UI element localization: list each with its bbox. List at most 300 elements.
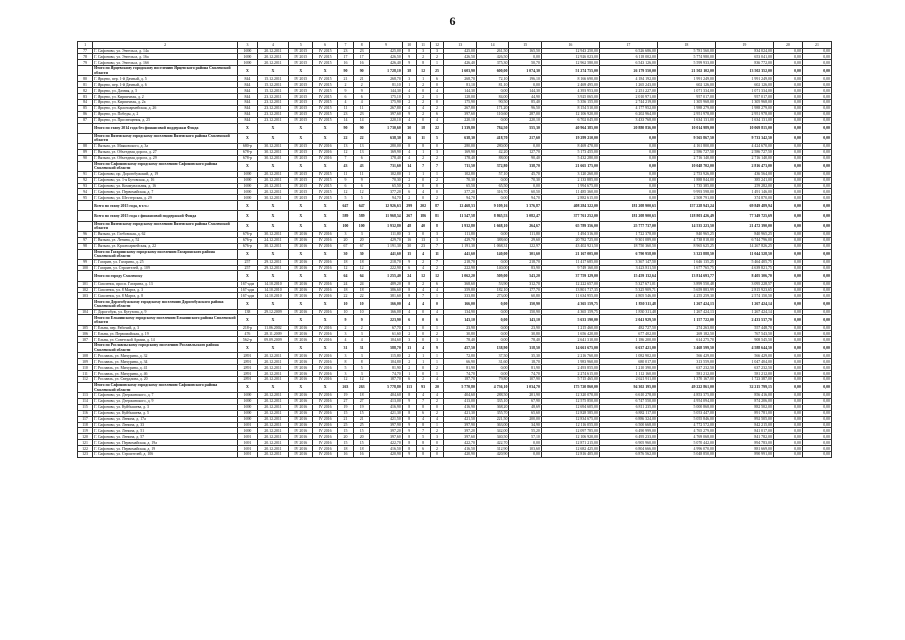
table-cell: 6 500 668,00 xyxy=(599,422,657,428)
table-cell: 2891 xyxy=(238,371,258,377)
table-cell: Г. Вязьма, ул. Ленина, д. 52 xyxy=(93,237,238,243)
table-cell: 23.12.2011 xyxy=(257,94,288,100)
table-cell: 12 834 675,00 xyxy=(541,416,599,422)
table-cell: 6 xyxy=(402,189,416,195)
table-cell: 841 782,00 xyxy=(715,434,773,440)
table-cell: IV 2015 xyxy=(289,149,313,155)
table-cell: 6 xyxy=(337,94,353,100)
table-cell: 13 814 693,77 xyxy=(657,271,715,281)
table-cell: 4 xyxy=(430,117,444,123)
table-cell: 1 730,60 xyxy=(370,123,402,133)
table-cell: 218,70 xyxy=(444,259,476,265)
table-cell: 2891 xyxy=(238,353,258,359)
table-cell: 0,00 xyxy=(802,249,831,259)
table-cell: X xyxy=(238,249,258,259)
table-cell: 31 xyxy=(337,343,353,353)
table-cell: 14 xyxy=(402,161,416,171)
table-cell: 6 905 960,00 xyxy=(599,440,657,446)
table-cell: Г. Сафоново, ул. Дзержинского, д. 9 xyxy=(93,398,238,404)
table-cell: X xyxy=(289,382,313,392)
table-cell: Г. Ярцево, ул. Победы, д. 2 xyxy=(93,111,238,117)
table-cell: 86 xyxy=(78,111,93,117)
table-cell: 20.12.2011 xyxy=(257,440,288,446)
table-cell: 2 xyxy=(402,195,416,201)
table-cell: 3 xyxy=(337,331,353,337)
table-cell: 221,50 xyxy=(476,416,508,422)
table-cell: X xyxy=(289,201,313,211)
table-cell: IV 2015 xyxy=(313,195,337,201)
table-cell xyxy=(78,271,93,281)
table-cell: 0,00 xyxy=(773,195,802,201)
table-cell: 3 xyxy=(430,237,444,243)
table-cell: 10 048 702,00 xyxy=(657,161,715,171)
table-cell: IV 2015 xyxy=(313,88,337,94)
table-cell: 70,30 xyxy=(509,177,541,183)
table-cell: 2 xyxy=(430,54,444,60)
table-cell: 5 633 190,00 xyxy=(541,315,599,325)
table-cell: 0,00 xyxy=(773,54,802,60)
table-cell: 1690 xyxy=(238,393,258,399)
table-cell: X xyxy=(257,123,288,133)
table-cell: IV 2016 xyxy=(289,293,313,299)
table-cell: 0,00 xyxy=(773,393,802,399)
table-cell: 10 014 989,00 xyxy=(657,123,715,133)
table-cell: 0,00 xyxy=(773,183,802,189)
table-cell: 20 xyxy=(354,434,370,440)
table-cell: 408 284 322,00 xyxy=(541,201,599,211)
table-cell: 4 xyxy=(416,287,430,293)
table-cell: 426,50 xyxy=(476,54,508,60)
table-cell: 894 783,00 xyxy=(715,440,773,446)
table-cell: 7 xyxy=(416,161,430,171)
table-cell: 109 xyxy=(78,359,93,365)
table-cell: 10 xyxy=(337,309,353,315)
table-cell: 1 830 311,48 xyxy=(599,309,657,315)
table-cell: 20.12.2011 xyxy=(257,365,288,371)
table-cell: 111,80 xyxy=(509,231,541,237)
table-cell: X xyxy=(257,221,288,231)
table-cell: 83 xyxy=(78,94,93,100)
table-cell: 908 545,50 xyxy=(715,337,773,343)
table-cell: 397,60 xyxy=(370,434,402,440)
table-cell: 8 xyxy=(416,440,430,446)
table-cell: 12 222 657,00 xyxy=(541,281,599,287)
table-cell: 2 216 760,00 xyxy=(541,353,599,359)
table-cell: 6 xyxy=(416,410,430,416)
table-cell: IV 2016 xyxy=(313,434,337,440)
table-cell: 110,60 xyxy=(476,111,508,117)
table-cell: X xyxy=(313,123,337,133)
table-cell xyxy=(78,161,93,171)
table-cell: 35,30 xyxy=(509,353,541,359)
table-cell: Г. Сафоново, пр. Дорогобужский, д. 19 xyxy=(93,171,238,177)
table-cell: 2 xyxy=(430,177,444,183)
table-cell: 55,20 xyxy=(509,428,541,434)
table-cell: 1 265 243,00 xyxy=(599,82,657,88)
table-cell: X xyxy=(313,66,337,76)
table-cell: 202 xyxy=(416,201,430,211)
table-cell: 0,00 xyxy=(802,155,831,161)
table-cell: 8 xyxy=(402,416,416,422)
table-cell: IV 2016 xyxy=(289,287,313,293)
table-cell: 0,00 xyxy=(476,259,508,265)
table-cell: 9 xyxy=(402,54,416,60)
table-cell: 8 865,53 xyxy=(476,211,508,221)
table-cell: 2 882 615,00 xyxy=(541,195,599,201)
table-cell: 121 xyxy=(78,440,93,446)
table-cell: IV 2016 xyxy=(313,231,337,237)
table-cell: 182,10 xyxy=(476,287,508,293)
table-cell: 9 xyxy=(402,422,416,428)
table-cell: 13 502 352,00 xyxy=(715,66,773,76)
table-cell: 18 xyxy=(337,287,353,293)
table-cell: 0,00 xyxy=(773,105,802,111)
table-cell: 70,30 xyxy=(444,177,476,183)
table-cell: 8 xyxy=(402,393,416,399)
table-cell: 120 xyxy=(78,434,93,440)
table-cell: 0,00 xyxy=(773,155,802,161)
table-cell: X xyxy=(313,211,337,221)
table-cell: 11 485 360,00 xyxy=(541,189,599,195)
table-cell: X xyxy=(289,343,313,353)
table-cell: 0,00 xyxy=(476,309,508,315)
table-cell: Г. Сафоново, ул. Шестерская, д. 29 xyxy=(93,195,238,201)
table-cell: 0,00 xyxy=(802,404,831,410)
table-cell: 138 xyxy=(238,309,258,315)
table-cell: 111 xyxy=(78,371,93,377)
table-cell: 4 853 375,00 xyxy=(657,393,715,399)
table-cell: 10 xyxy=(354,309,370,315)
table-cell: IV 2016 xyxy=(289,404,313,410)
table-cell: Итого по этапу 2014 года без финансовой поддержки Фонда xyxy=(93,123,238,133)
table-cell: 78,40 xyxy=(444,337,476,343)
table-cell: 8 xyxy=(354,359,370,365)
total-row xyxy=(78,201,832,211)
table-cell: 6 xyxy=(430,281,444,287)
table-cell: 45,70 xyxy=(509,171,541,177)
table-cell: 201,90 xyxy=(509,393,541,399)
table-cell: 74,70 xyxy=(444,371,476,377)
table-cell: 4 639 821,75 xyxy=(715,265,773,271)
table-cell: 1690 xyxy=(238,54,258,60)
table-cell: 416,90 xyxy=(370,404,402,410)
table-cell: 60,50 xyxy=(509,189,541,195)
table-cell: IV 2016 xyxy=(313,337,337,343)
table-cell: 421,30 xyxy=(370,410,402,416)
resettlement-table-wrapper xyxy=(77,41,832,458)
table-cell: 0,00 xyxy=(773,237,802,243)
table-cell: 40 xyxy=(416,221,430,231)
table-cell: 51 274 755,00 xyxy=(541,66,599,76)
table-cell: 175,90 xyxy=(370,100,402,106)
table-cell: 0,00 xyxy=(802,48,831,54)
table-cell: 4 xyxy=(416,299,430,309)
table-cell: 363,00 xyxy=(476,422,508,428)
table-cell: 355,70 xyxy=(476,410,508,416)
table-cell: 16 xyxy=(337,60,353,66)
table-cell: 94,70 xyxy=(370,195,402,201)
table-cell: 1690 xyxy=(238,189,258,195)
table-cell: 14 xyxy=(354,117,370,123)
table-cell: Г. Смоленск, ул. 8 Марта, д. 3 xyxy=(93,287,238,293)
table-cell: Г. Сафоново, ул. Энгельса, д. 14а xyxy=(93,48,238,54)
table-cell: 13 xyxy=(337,143,353,149)
table-cell: 187,70 xyxy=(370,377,402,383)
table-cell: 5 715 465,00 xyxy=(541,377,599,383)
table-cell: 9 xyxy=(402,259,416,265)
table-cell: 115,80 xyxy=(370,353,402,359)
table-cell: 37,50 xyxy=(476,353,508,359)
table-cell: 65 789 356,00 xyxy=(541,221,599,231)
table-cell: 24 xyxy=(354,281,370,287)
table-cell: 0,00 xyxy=(599,183,657,189)
table-cell: 397,60 xyxy=(444,434,476,440)
table-cell: 6 543 126,00 xyxy=(599,60,657,66)
table-cell: 1 xyxy=(416,353,430,359)
table-cell: 4 xyxy=(354,100,370,106)
table-cell: 422,70 xyxy=(476,440,508,446)
table-cell: 4 xyxy=(430,377,444,383)
table-cell: 844 xyxy=(238,94,258,100)
table-cell: Г. Сафоново, ул. Ленина, д. 57 xyxy=(93,434,238,440)
table-cell: 175,90 xyxy=(444,100,476,106)
table-cell: 6 xyxy=(354,155,370,161)
table-cell: 81 xyxy=(430,211,444,221)
table-cell: 2 xyxy=(416,259,430,265)
table-cell: Г. Рославль, ул. Свердлова, д. 20 xyxy=(93,377,238,383)
table-cell: 1 646 135,25 xyxy=(657,259,715,265)
table-cell: 0 xyxy=(430,299,444,309)
table-cell: IV 2015 xyxy=(289,94,313,100)
table-cell: 5 xyxy=(337,195,353,201)
column-number-cell: 12 xyxy=(430,42,444,49)
table-cell: 0 xyxy=(430,100,444,106)
table-cell: 0,00 xyxy=(773,365,802,371)
table-cell: 1690 xyxy=(238,171,258,177)
table-cell: Г. Рославль, ул. Мичурина, д. 41 xyxy=(93,365,238,371)
table-cell: 122 xyxy=(78,446,93,452)
table-cell: 16 xyxy=(402,133,416,143)
table-cell: 1 191,30 xyxy=(370,243,402,249)
table-cell: 0,00 xyxy=(773,94,802,100)
table-cell: 2 716 140,00 xyxy=(657,155,715,161)
table-cell: 18 xyxy=(354,287,370,293)
table-cell: 0,00 xyxy=(773,440,802,446)
table-cell: 30.12.2011 xyxy=(257,149,288,155)
table-cell: 100 xyxy=(337,221,353,231)
table-cell: X xyxy=(313,343,337,353)
table-cell: 9 749 160,00 xyxy=(541,265,599,271)
table-cell: 416,50 xyxy=(444,446,476,452)
table-cell: 1 xyxy=(416,76,430,82)
table-cell: X xyxy=(238,133,258,143)
table-cell: 57,10 xyxy=(476,171,508,177)
table-cell: 0,00 xyxy=(802,440,831,446)
table-cell: 90,50 xyxy=(476,100,508,106)
table-cell: 13 xyxy=(354,149,370,155)
table-cell: 441,60 xyxy=(444,249,476,259)
table-cell: Итого по Гагаринскому городскому поселению Гагаринского района Смоленской области xyxy=(93,249,238,259)
table-cell: 42,20 xyxy=(476,149,508,155)
table-cell: 316,70 xyxy=(476,189,508,195)
table-cell: 15 xyxy=(337,440,353,446)
table-cell: 98 xyxy=(78,243,93,249)
table-cell: 10 069 815,00 xyxy=(715,123,773,133)
table-cell: 1 xyxy=(402,171,416,177)
table-cell: X xyxy=(289,66,313,76)
table-cell: 0,00 xyxy=(599,177,657,183)
table-cell: Итого по Ярцевскому городскому поселению Ярцевского района Смоленской области xyxy=(93,66,238,76)
table-cell: 589 xyxy=(354,211,370,221)
table-cell: 0,00 xyxy=(773,281,802,287)
table-cell: X xyxy=(257,66,288,76)
table-cell: 0,00 xyxy=(773,271,802,281)
table-cell: 8 xyxy=(430,221,444,231)
table-cell: 2 xyxy=(402,331,416,337)
table-cell: 3 xyxy=(337,231,353,237)
table-cell: 107 xyxy=(78,337,93,343)
table-cell: IV 2016 xyxy=(289,337,313,343)
table-cell: 0,00 xyxy=(599,155,657,161)
table-cell: 264,67 xyxy=(509,221,541,231)
table-cell: 1 830 311,48 xyxy=(599,299,657,309)
table-cell: 67,90 xyxy=(509,398,541,404)
table-cell: 2 xyxy=(402,359,416,365)
table-cell: 4 996 070,00 xyxy=(657,446,715,452)
table-cell: 892 505,00 xyxy=(715,416,773,422)
table-cell: 0,00 xyxy=(476,371,508,377)
table-cell: 0,00 xyxy=(773,446,802,452)
table-cell: 1 994 675,00 xyxy=(541,183,599,189)
table-cell: 100 xyxy=(354,221,370,231)
table-cell: 638,30 xyxy=(444,133,476,143)
column-number-cell: 15 xyxy=(509,42,541,49)
table-cell: 0,00 xyxy=(773,189,802,195)
table-cell: 108 xyxy=(78,353,93,359)
table-cell: 6 xyxy=(402,377,416,383)
table-cell: 111,80 xyxy=(370,231,402,237)
table-cell: 1 xyxy=(416,171,430,177)
table-cell: 4 xyxy=(354,337,370,343)
table-cell: 368,60 xyxy=(444,281,476,287)
table-cell: 15 xyxy=(354,410,370,416)
table-cell: 4 736,10 xyxy=(476,382,508,392)
table-cell: 11 xyxy=(430,249,444,259)
table-cell: 678-р xyxy=(238,155,258,161)
table-cell: 581 212,00 xyxy=(715,371,773,377)
table-cell: 0,00 xyxy=(773,299,802,309)
table-cell: 0,00 xyxy=(773,287,802,293)
table-cell: 20.12.2011 xyxy=(257,422,288,428)
table-cell: 84,00 xyxy=(476,94,508,100)
table-cell: 15 xyxy=(354,428,370,434)
table-cell: 342,00 xyxy=(476,428,508,434)
table-cell: IV 2016 xyxy=(313,309,337,315)
table-cell: 12 926 023,00 xyxy=(541,54,599,60)
table-cell: 1 991 249,00 xyxy=(715,76,773,82)
table-cell: 10 xyxy=(337,299,353,309)
table-cell: 0,00 xyxy=(773,123,802,133)
table-cell: 2 xyxy=(430,155,444,161)
table-cell: 335,10 xyxy=(476,398,508,404)
table-cell: 31 xyxy=(354,343,370,353)
table-cell: 301,60 xyxy=(509,249,541,259)
table-cell: 8 469 470,00 xyxy=(541,143,599,149)
table-cell: IV 2016 xyxy=(313,371,337,377)
table-cell: 81,90 xyxy=(370,365,402,371)
table-cell: 217,60 xyxy=(509,133,541,143)
table-cell: X xyxy=(238,123,258,133)
table-cell: 30,80 xyxy=(444,331,476,337)
table-cell: 4 xyxy=(416,249,430,259)
table-cell: 1 988 279,00 xyxy=(715,105,773,111)
table-cell: 6 xyxy=(354,183,370,189)
subtotal-row xyxy=(78,133,832,143)
table-cell: IV 2016 xyxy=(289,398,313,404)
table-cell: X xyxy=(289,221,313,231)
table-cell: 30 xyxy=(354,249,370,259)
table-cell: 0 xyxy=(430,440,444,446)
table-cell: 890 991,00 xyxy=(715,452,773,458)
table-cell: 196,10 xyxy=(509,76,541,82)
table-cell: 18,70 xyxy=(509,359,541,365)
table-cell: 90 xyxy=(354,66,370,76)
table-cell: IV 2015 xyxy=(313,82,337,88)
table-cell: 0,00 xyxy=(802,177,831,183)
table-cell: 2 xyxy=(430,265,444,271)
table-cell: 0,00 xyxy=(509,452,541,458)
table-cell: IV 2015 xyxy=(313,48,337,54)
table-cell: 12 694 605,00 xyxy=(541,404,599,410)
table-cell: IV 2016 xyxy=(313,281,337,287)
table-cell: 10 xyxy=(354,299,370,309)
table-cell: Г. Рославль, ул. Мичурина, д. 32 xyxy=(93,353,238,359)
table-cell: 0,00 xyxy=(802,211,831,221)
table-cell: 0,00 xyxy=(802,315,831,325)
table-cell: 80 xyxy=(78,76,93,82)
table-cell: 0,00 xyxy=(802,111,831,117)
table-cell: IV 2015 xyxy=(313,76,337,82)
table-cell: 589 xyxy=(337,211,353,221)
table-cell: 267 xyxy=(402,211,416,221)
table-cell: 1 xyxy=(430,422,444,428)
table-cell: 2891 xyxy=(238,359,258,365)
table-cell: Итого по Вяземскому городскому поселению Вяземского района Смоленской области xyxy=(93,221,238,231)
table-cell: 2891 xyxy=(238,365,258,371)
table-cell: 2 xyxy=(416,54,430,60)
table-cell: 1 932,80 xyxy=(370,221,402,231)
table-cell: 263 xyxy=(354,382,370,392)
table-cell: 0,00 xyxy=(509,143,541,149)
table-cell: Г. Ярцево, пер. 1-й Дачный, д. 6 xyxy=(93,82,238,88)
table-cell: 2 xyxy=(430,365,444,371)
table-cell: IV 2016 xyxy=(313,377,337,383)
table-cell: 12 816 405,00 xyxy=(541,452,599,458)
table-cell: IV 2015 xyxy=(313,183,337,189)
table-cell: 106 xyxy=(78,331,93,337)
table-cell: IV 2016 xyxy=(289,440,313,446)
table-cell: 0,00 xyxy=(802,221,831,231)
table-cell: 0,00 xyxy=(773,249,802,259)
table-cell: 0 xyxy=(430,404,444,410)
table-cell: 267,80 xyxy=(444,105,476,111)
table-cell: 27 xyxy=(354,398,370,404)
table-cell: 2 133 885,00 xyxy=(541,177,599,183)
table-cell: Г. Смоленск, ул. 8 Марта, д. 8 xyxy=(93,293,238,299)
table-cell: Г. Рославль, ул. Мичурина, д. 34 xyxy=(93,359,238,365)
table-cell xyxy=(78,133,93,143)
subtotal-row xyxy=(78,271,832,281)
